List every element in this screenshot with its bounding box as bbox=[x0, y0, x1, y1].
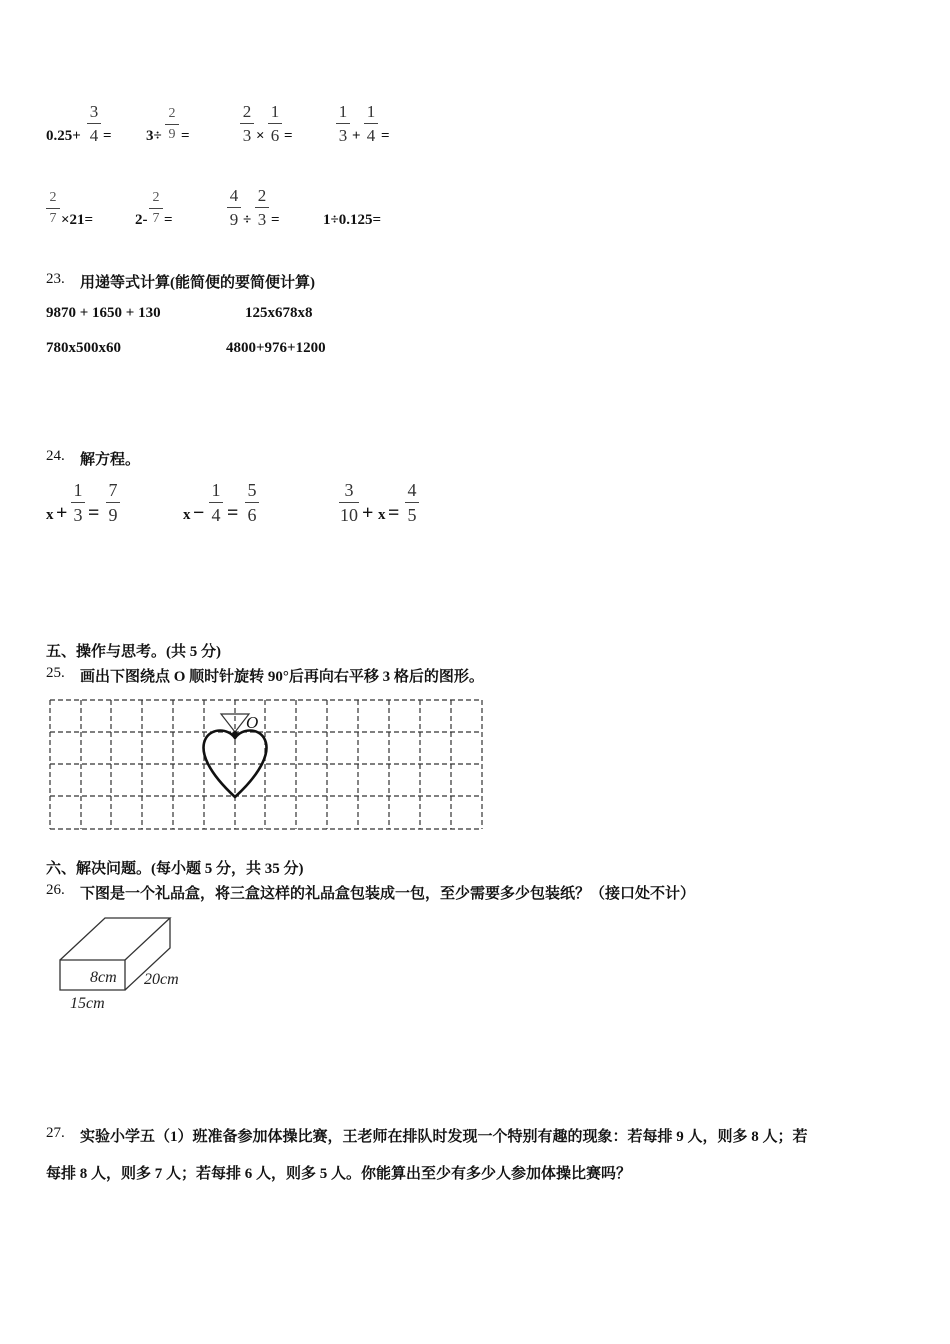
section-title: 六、解决问题。(每小题 5 分，共 35 分) bbox=[46, 861, 304, 877]
numerator: 1 bbox=[366, 102, 376, 121]
denominator: 5 bbox=[407, 505, 417, 525]
depth-label: 20cm bbox=[144, 971, 179, 988]
dashed-grid bbox=[50, 700, 482, 829]
box-top-face bbox=[60, 918, 170, 960]
calc-prefix: 2- bbox=[135, 212, 148, 228]
numerator: 1 bbox=[211, 480, 221, 500]
numerator: 2 bbox=[168, 106, 176, 121]
denominator: 3 bbox=[73, 505, 83, 525]
expression: 4800+976+1200 bbox=[226, 340, 326, 356]
grid-heart-figure bbox=[40, 690, 500, 840]
variable: x bbox=[183, 507, 191, 523]
equals: = bbox=[284, 128, 293, 144]
fraction bbox=[363, 102, 379, 145]
question-text: 下图是一个礼品盒，将三盒这样的礼品盒包装成一包，至少需要多少包装纸？（接口处不计） bbox=[80, 886, 696, 902]
operator: + bbox=[352, 128, 361, 144]
variable: x bbox=[378, 507, 386, 523]
fraction bbox=[267, 102, 283, 145]
fraction bbox=[105, 480, 121, 525]
fraction bbox=[335, 102, 351, 145]
numerator: 2 bbox=[242, 102, 252, 121]
section-title: 五、操作与思考。(共 5 分) bbox=[46, 644, 221, 660]
numerator: 2 bbox=[257, 186, 267, 205]
numerator: 2 bbox=[49, 190, 57, 205]
denominator: 4 bbox=[366, 126, 376, 145]
denominator: 7 bbox=[152, 211, 160, 226]
denominator: 3 bbox=[338, 126, 348, 145]
point-o-label: O bbox=[246, 713, 259, 732]
denominator: 7 bbox=[49, 211, 57, 226]
operator: × bbox=[256, 128, 265, 144]
question-text: 画出下图绕点 O 顺时针旋转 90°后再向右平移 3 格后的图形。 bbox=[80, 669, 484, 685]
denominator: 9 bbox=[108, 505, 118, 525]
numerator: 4 bbox=[407, 480, 417, 500]
fraction bbox=[86, 102, 102, 145]
fraction bbox=[208, 480, 224, 525]
question-number: 23. bbox=[46, 271, 65, 287]
question-title: 用递等式计算(能简便的要简便计算) bbox=[80, 275, 315, 291]
question-text-line-1: 实验小学五（1）班准备参加体操比赛，王老师在排队时发现一个特别有趣的现象：若每排 9 人，则多 8 人；若 bbox=[80, 1129, 808, 1145]
denominator: 3 bbox=[242, 126, 252, 145]
question-title: 解方程。 bbox=[80, 452, 141, 468]
fraction bbox=[338, 480, 360, 525]
operator: − bbox=[193, 502, 205, 524]
gift-box-figure bbox=[50, 910, 210, 1020]
operator: + bbox=[56, 502, 68, 524]
numerator: 5 bbox=[247, 480, 257, 500]
calc-suffix: ×21= bbox=[61, 212, 94, 228]
operator: + bbox=[362, 502, 374, 524]
numerator: 2 bbox=[152, 190, 160, 205]
equals: = bbox=[164, 212, 173, 228]
denominator: 4 bbox=[89, 126, 99, 145]
question-number: 24. bbox=[46, 448, 65, 464]
fraction bbox=[404, 480, 420, 525]
denominator: 3 bbox=[257, 210, 267, 229]
denominator: 9 bbox=[229, 210, 239, 229]
numerator: 4 bbox=[229, 186, 239, 205]
length-label: 15cm bbox=[70, 995, 105, 1012]
fraction bbox=[70, 480, 86, 525]
calc-prefix: 0.25+ bbox=[46, 128, 81, 144]
equals: = bbox=[88, 502, 100, 524]
equals: = bbox=[271, 212, 280, 228]
expression: 125x678x8 bbox=[245, 305, 313, 321]
equals: = bbox=[388, 502, 400, 524]
fraction bbox=[226, 186, 242, 229]
fraction bbox=[45, 190, 61, 227]
denominator: 4 bbox=[211, 505, 221, 525]
equals: = bbox=[181, 128, 190, 144]
equals: = bbox=[103, 128, 112, 144]
denominator: 6 bbox=[247, 505, 257, 525]
equals: = bbox=[227, 502, 239, 524]
question-text-line-2: 每排 8 人，则多 7 人；若每排 6 人，则多 5 人。你能算出至少有多少人参加体操比赛吗？ bbox=[46, 1166, 632, 1182]
point-o bbox=[232, 731, 238, 737]
expression: 780x500x60 bbox=[46, 340, 121, 356]
denominator: 10 bbox=[340, 505, 358, 525]
fraction bbox=[244, 480, 260, 525]
variable: x bbox=[46, 507, 54, 523]
operator: ÷ bbox=[243, 212, 252, 228]
numerator: 1 bbox=[270, 102, 280, 121]
fraction bbox=[164, 106, 180, 143]
denominator: 9 bbox=[168, 127, 176, 142]
expression: 9870 + 1650 + 130 bbox=[46, 305, 161, 321]
fraction bbox=[148, 190, 164, 227]
equals: = bbox=[381, 128, 390, 144]
calc-prefix: 3÷ bbox=[146, 128, 162, 144]
numerator: 1 bbox=[338, 102, 348, 121]
numerator: 1 bbox=[73, 480, 83, 500]
calc-expression: 1÷0.125= bbox=[323, 212, 382, 228]
denominator: 6 bbox=[270, 126, 280, 145]
question-number: 27. bbox=[46, 1125, 65, 1141]
height-label: 8cm bbox=[90, 969, 117, 986]
question-number: 26. bbox=[46, 882, 65, 898]
question-number: 25. bbox=[46, 665, 65, 681]
numerator: 7 bbox=[108, 480, 118, 500]
numerator: 3 bbox=[89, 102, 99, 121]
numerator: 3 bbox=[344, 480, 354, 500]
fraction bbox=[239, 102, 255, 145]
fraction bbox=[254, 186, 270, 229]
